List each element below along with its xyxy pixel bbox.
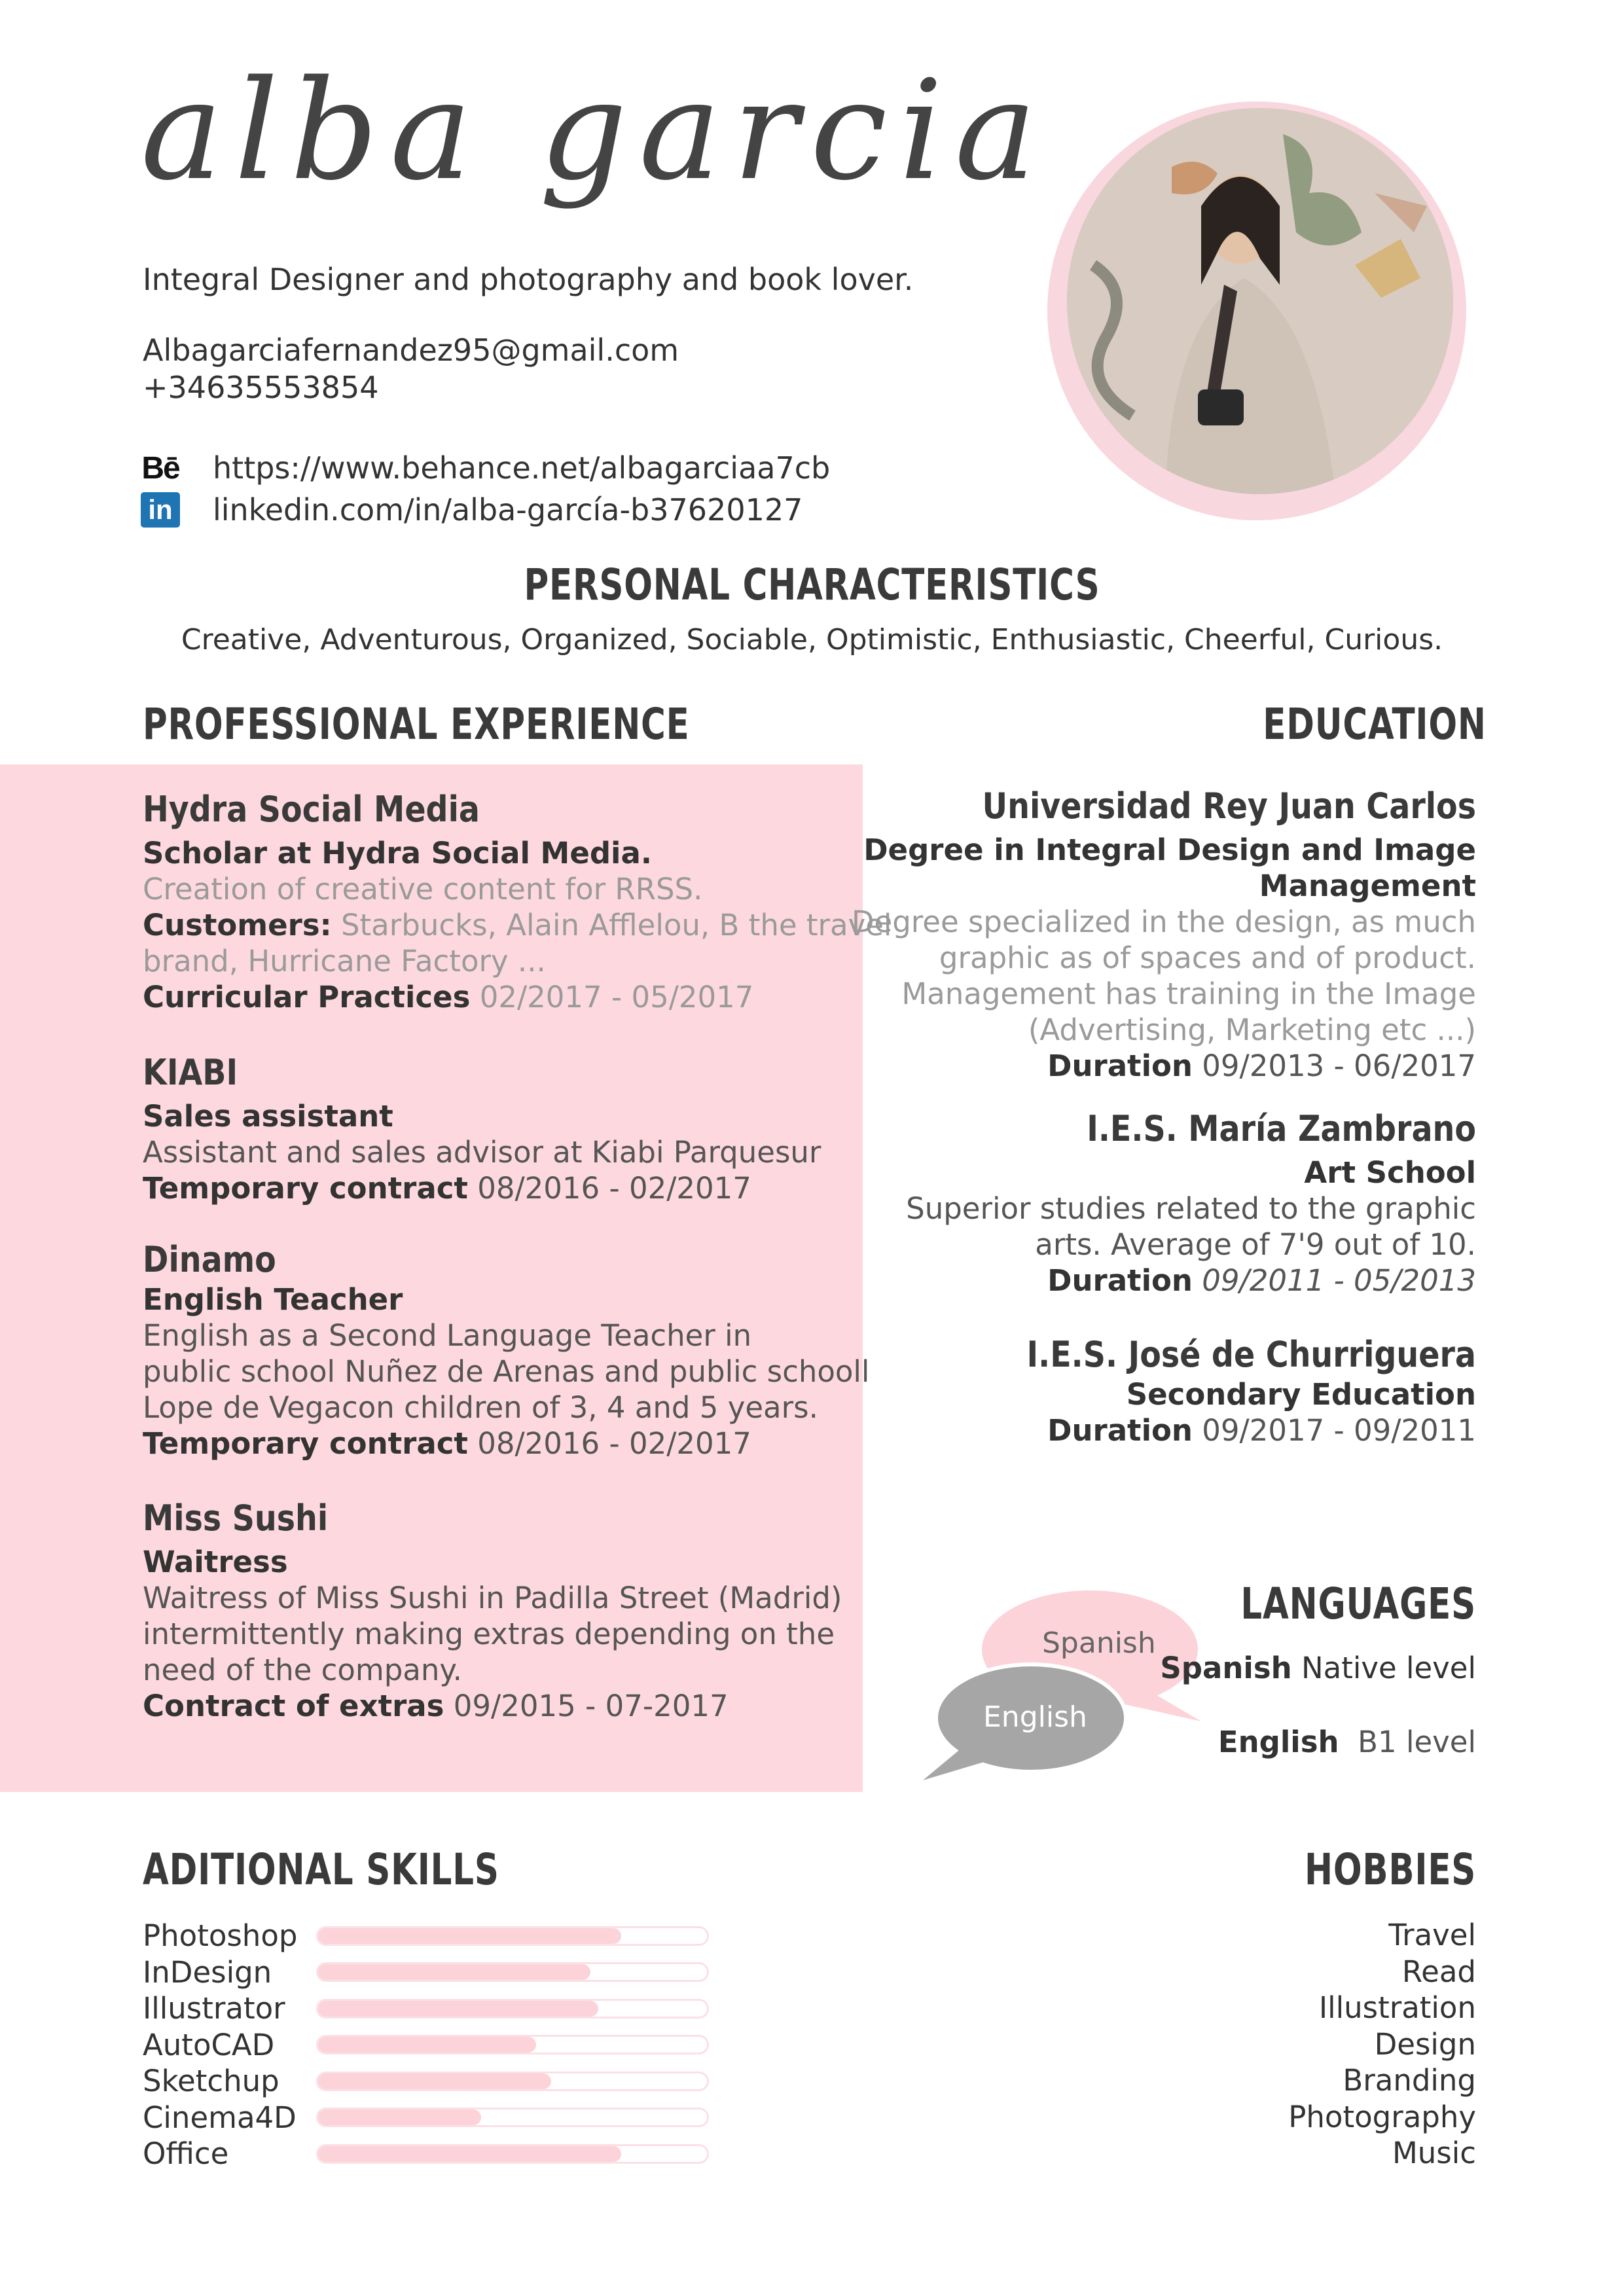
email[interactable]: Albagarciafernandez95@gmail.com xyxy=(143,332,679,368)
job-kiabi xyxy=(143,1052,837,1206)
skill-level-bar xyxy=(316,2108,709,2127)
skill-level-bar xyxy=(316,1962,709,1982)
edu-school: I.E.S. José de Churriguera xyxy=(1026,1334,1476,1375)
skill-row xyxy=(143,2027,709,2063)
job-company: KIABI xyxy=(143,1052,238,1093)
job-desc: Waitress of Miss Sushi in Padilla Street (Madrid) xyxy=(143,1581,842,1615)
job-desc: intermittently making extras depending on the xyxy=(143,1617,835,1651)
tagline: Integral Designer and photography and book lover. xyxy=(143,262,914,297)
edu-desc: arts. Average of 7'9 out of 10. xyxy=(1035,1227,1476,1262)
skill-name: Cinema4D xyxy=(143,2100,297,2135)
skill-level-fill xyxy=(318,2073,551,2089)
skill-name: Illustrator xyxy=(143,1991,285,2026)
job-dinamo xyxy=(143,1239,870,1462)
edu-degree-cont: Management xyxy=(1259,869,1476,903)
language-name: Spanish xyxy=(1160,1651,1292,1685)
job-company: Hydra Social Media xyxy=(143,789,480,830)
skill-row xyxy=(143,1918,709,1954)
edu-degree: Art School xyxy=(1304,1155,1476,1190)
skill-name: AutoCAD xyxy=(143,2027,275,2062)
skill-level-bar xyxy=(316,2035,709,2054)
contract-type: Curricular Practices xyxy=(143,980,471,1014)
job-dates: 08/2016 - 02/2017 xyxy=(477,1426,751,1461)
job-dates: 08/2016 - 02/2017 xyxy=(477,1171,751,1206)
skill-level-fill xyxy=(318,2146,621,2162)
skill-level-bar xyxy=(316,2072,709,2091)
behance-url[interactable]: https://www.behance.net/albagarciaa7cb xyxy=(213,450,831,486)
edu-maria-zambrano xyxy=(756,1108,1476,1299)
job-desc: public school Nuñez de Arenas and public schooll xyxy=(143,1354,870,1389)
job-role: Scholar at Hydra Social Media. xyxy=(143,836,652,870)
job-dates: 02/2017 - 05/2017 xyxy=(479,980,754,1014)
job-role: English Teacher xyxy=(143,1282,403,1317)
profile-photo xyxy=(1067,108,1453,494)
customers-list: Starbucks, Alain Afflelou, B the travel xyxy=(340,908,892,942)
customers-label: Customers: xyxy=(143,908,332,942)
contract-type: Temporary contract xyxy=(143,1171,468,1206)
skill-row xyxy=(143,1990,709,2026)
job-company: Miss Sushi xyxy=(143,1498,329,1539)
skill-level-fill xyxy=(318,1928,621,1944)
edu-desc: Degree specialized in the design, as much xyxy=(851,905,1476,939)
edu-school: I.E.S. María Zambrano xyxy=(1087,1108,1476,1149)
skill-row xyxy=(143,1954,709,1990)
language-spanish xyxy=(1160,1651,1476,1685)
customers-list-cont: brand, Hurricane Factory ... xyxy=(143,944,546,978)
skill-row xyxy=(143,2100,709,2136)
hobby-item: Branding xyxy=(1343,2063,1476,2098)
english-bubble-label: English xyxy=(983,1700,1087,1734)
edu-dates: 09/2017 - 09/2011 xyxy=(1202,1413,1476,1448)
edu-urjc xyxy=(756,785,1476,1084)
hobby-item: Read xyxy=(1401,1954,1476,1989)
edu-degree: Degree in Integral Design and Image xyxy=(863,833,1476,867)
hobby-item: Travel xyxy=(1388,1918,1476,1952)
job-company: Dinamo xyxy=(143,1239,276,1280)
edu-desc: Management has training in the Image xyxy=(901,977,1476,1011)
skill-level-bar xyxy=(316,1926,709,1946)
skill-level-fill xyxy=(318,2001,598,2017)
duration-label: Duration xyxy=(1047,1049,1193,1083)
duration-label: Duration xyxy=(1047,1413,1193,1448)
duration-label: Duration xyxy=(1047,1263,1193,1298)
hobby-item: Illustration xyxy=(1318,1990,1476,2025)
skill-level-fill xyxy=(318,2109,481,2125)
job-desc: Creation of creative content for RRSS. xyxy=(143,872,703,906)
linkedin-icon: in xyxy=(141,492,180,528)
experience-title: PROFESSIONAL EXPERIENCE xyxy=(143,699,690,749)
edu-desc: (Advertising, Marketing etc ...) xyxy=(1028,1013,1476,1047)
job-desc: Assistant and sales advisor at Kiabi Parquesur xyxy=(143,1135,821,1170)
edu-school: Universidad Rey Juan Carlos xyxy=(982,785,1476,827)
skill-level-fill xyxy=(318,1964,590,1980)
skill-row xyxy=(143,2136,709,2172)
job-miss-sushi xyxy=(143,1498,842,1724)
job-desc: Lope de Vegacon children of 3, 4 and 5 years. xyxy=(143,1390,818,1425)
skill-row xyxy=(143,2063,709,2099)
contract-type: Contract of extras xyxy=(143,1689,444,1723)
skills-title: ADITIONAL SKILLS xyxy=(143,1844,499,1895)
edu-churriguera xyxy=(756,1334,1476,1448)
behance-link-row[interactable] xyxy=(141,450,830,486)
languages-title: LANGUAGES xyxy=(1240,1579,1476,1629)
edu-degree: Secondary Education xyxy=(1126,1377,1476,1412)
photo-illustration xyxy=(1067,108,1453,494)
hobby-item: Design xyxy=(1374,2026,1476,2062)
job-role: Waitress xyxy=(143,1545,288,1579)
edu-dates: 09/2011 - 05/2013 xyxy=(1202,1263,1476,1298)
language-name: English xyxy=(1218,1725,1339,1759)
skill-name: Office xyxy=(143,2136,229,2171)
linkedin-link-row[interactable] xyxy=(141,492,803,528)
job-desc: need of the company. xyxy=(143,1653,462,1687)
job-hydra xyxy=(143,789,892,1015)
edu-dates: 09/2013 - 06/2017 xyxy=(1202,1049,1476,1083)
skill-level-bar xyxy=(316,1999,709,2018)
spanish-bubble-label: Spanish xyxy=(1042,1626,1156,1660)
hobbies-title: HOBBIES xyxy=(1304,1844,1476,1895)
skill-name: InDesign xyxy=(143,1954,272,1990)
education-title: EDUCATION xyxy=(1263,699,1487,749)
hobby-item: Photography xyxy=(1288,2099,1476,2134)
phone[interactable]: +34635553854 xyxy=(143,370,379,405)
characteristics-text: Creative, Adventurous, Organized, Sociable, Optimistic, Enthusiastic, Cheerful, Curious. xyxy=(181,623,1443,656)
edu-desc: Superior studies related to the graphic xyxy=(906,1191,1476,1226)
candidate-name: alba garcia xyxy=(141,50,1049,211)
contract-type: Temporary contract xyxy=(143,1426,468,1461)
job-role: Sales assistant xyxy=(143,1099,393,1134)
edu-desc: graphic as of spaces and of product. xyxy=(939,941,1476,975)
language-level: B1 level xyxy=(1358,1725,1476,1759)
linkedin-url[interactable]: linkedin.com/in/alba-garcía-b37620127 xyxy=(213,492,803,528)
skill-name: Sketchup xyxy=(143,2064,280,2098)
language-level: Native level xyxy=(1301,1651,1476,1685)
skill-level-bar xyxy=(316,2144,709,2164)
skill-level-fill xyxy=(318,2037,536,2053)
hobby-item: Music xyxy=(1392,2136,1476,2170)
skill-name: Photoshop xyxy=(143,1918,298,1953)
job-dates: 09/2015 - 07-2017 xyxy=(453,1689,729,1723)
characteristics-title: PERSONAL CHARACTERISTICS xyxy=(524,560,1100,610)
language-english xyxy=(1218,1725,1476,1759)
job-desc: English as a Second Language Teacher in xyxy=(143,1318,752,1353)
behance-icon: Bē xyxy=(141,450,179,486)
